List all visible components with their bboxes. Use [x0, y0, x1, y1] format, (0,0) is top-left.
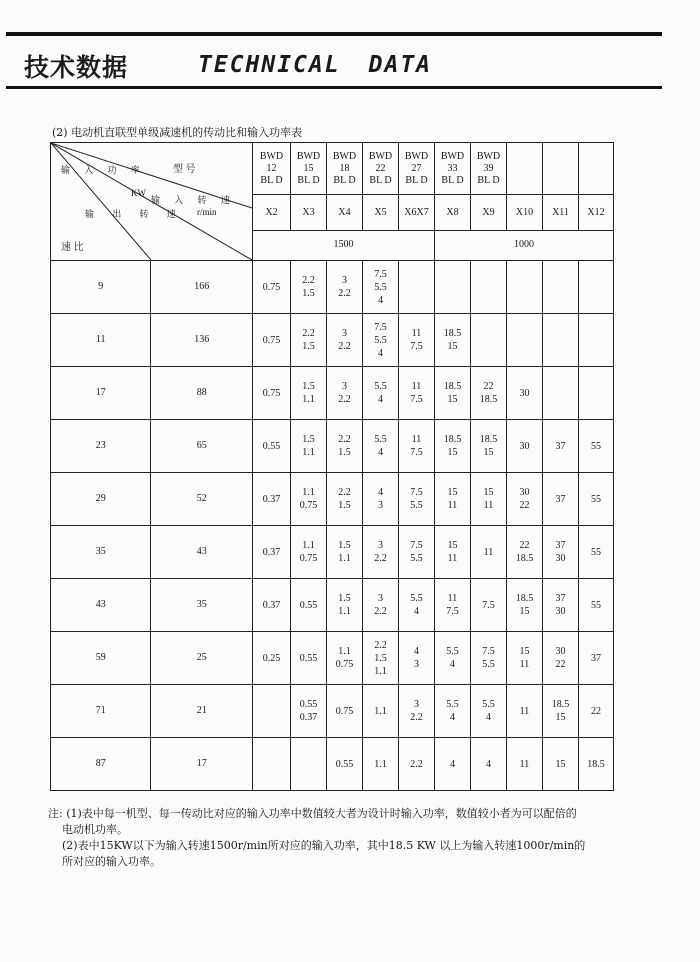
header-title-en-word2: DATA — [368, 52, 433, 78]
model-header-cell — [543, 143, 579, 195]
model-header-line: 27 — [411, 162, 422, 174]
power-cell: 11 7.5 — [399, 367, 435, 420]
power-cell: 5.5 4 — [435, 685, 471, 738]
power-cell: 0.55 0.37 — [291, 685, 327, 738]
output-speed-cell: 21 — [151, 685, 253, 738]
model-header-cell — [507, 143, 543, 195]
power-cell: 2.2 1.5 — [291, 261, 327, 314]
model-header-line: BL D — [369, 174, 392, 186]
power-cell: 15 — [543, 738, 579, 791]
power-cell: 1.1 — [363, 685, 399, 738]
power-cell: 37 — [543, 420, 579, 473]
model-header-cell — [291, 143, 327, 195]
power-cell: 5.5 4 — [363, 420, 399, 473]
corner-output-speed-label: 输 出 转 速 — [85, 209, 184, 219]
ratio-cell: 43 — [51, 579, 151, 632]
model-header-line: BWD — [259, 150, 284, 162]
power-cell — [543, 314, 579, 367]
model-header-cell — [435, 143, 471, 195]
power-cell: 22 18.5 — [507, 526, 543, 579]
ratio-cell: 9 — [51, 261, 151, 314]
power-cell: 0.75 — [327, 685, 363, 738]
power-cell: 18.5 15 — [435, 367, 471, 420]
output-speed-cell: 52 — [151, 473, 253, 526]
power-cell: 55 — [579, 579, 614, 632]
power-cell: 0.75 — [253, 314, 291, 367]
table-notes — [48, 806, 658, 870]
power-cell: 15 11 — [471, 473, 507, 526]
model-header-line: 12 — [266, 162, 277, 174]
power-cell: 37 30 — [543, 579, 579, 632]
frame-size-cell: X3 — [291, 195, 327, 230]
power-cell: 55 — [579, 473, 614, 526]
power-cell: 7.5 5.5 — [399, 473, 435, 526]
power-cell: 11 7.5 — [435, 579, 471, 632]
model-header-line: BL D — [333, 174, 356, 186]
table-row — [51, 738, 614, 791]
power-cell: 7.5 5.5 4 — [363, 314, 399, 367]
corner-model-label: 型 号 — [173, 164, 196, 175]
model-header-line — [543, 174, 578, 185]
model-header-line: 18 — [339, 162, 350, 174]
output-speed-cell: 17 — [151, 738, 253, 791]
power-cell: 4 3 — [363, 473, 399, 526]
power-cell: 0.37 — [253, 473, 291, 526]
power-cell: 30 — [507, 367, 543, 420]
frame-size-cell: X12 — [579, 195, 614, 230]
output-speed-cell: 25 — [151, 632, 253, 685]
power-cell: 11 — [507, 685, 543, 738]
power-ratio-table — [50, 142, 614, 791]
power-cell: 3 2.2 — [327, 367, 363, 420]
power-cell: 18.5 15 — [507, 579, 543, 632]
table-row — [51, 367, 614, 420]
power-cell: 11 7.5 — [399, 314, 435, 367]
power-cell: 0.25 — [253, 632, 291, 685]
power-cell: 30 22 — [543, 632, 579, 685]
power-cell — [399, 261, 435, 314]
power-cell: 1.5 1.1 — [327, 579, 363, 632]
corner-ratio-label: 速 比 — [61, 242, 84, 253]
power-cell: 4 — [471, 738, 507, 791]
frame-size-cell: X6X7 — [399, 195, 435, 230]
power-cell: 3 2.2 — [327, 261, 363, 314]
power-cell: 1.5 1.1 — [291, 420, 327, 473]
model-header-line: 33 — [447, 162, 458, 174]
model-header-line: 22 — [375, 162, 386, 174]
table-row — [51, 261, 614, 314]
model-header-line: BWD — [332, 150, 357, 162]
model-header-cell — [579, 143, 614, 195]
power-cell — [507, 261, 543, 314]
note-1-line-1: 注: (1)表中每一机型、每一传动比对应的输入功率中数值较大者为设计时输入功率，数值较小者为可以配倍的 — [48, 807, 577, 820]
power-cell: 15 11 — [435, 473, 471, 526]
model-header-line: BL D — [441, 174, 464, 186]
table-row — [51, 473, 614, 526]
output-speed-cell: 35 — [151, 579, 253, 632]
table-row — [51, 314, 614, 367]
model-header-cell — [363, 143, 399, 195]
power-cell: 1.1 0.75 — [291, 473, 327, 526]
table-row — [51, 579, 614, 632]
power-cell: 0.37 — [253, 526, 291, 579]
ratio-cell: 59 — [51, 632, 151, 685]
power-cell: 5.5 4 — [435, 632, 471, 685]
power-cell: 3 2.2 — [363, 526, 399, 579]
power-cell: 4 — [435, 738, 471, 791]
power-cell: 1.5 1.1 — [327, 526, 363, 579]
frame-size-cell: X11 — [543, 195, 579, 230]
corner-kw-label: KW — [131, 188, 146, 198]
table-row — [51, 420, 614, 473]
power-cell: 5.5 4 — [363, 367, 399, 420]
power-cell: 3 2.2 — [399, 685, 435, 738]
power-cell: 11 7.5 — [399, 420, 435, 473]
header-bottom-rule — [6, 86, 662, 89]
power-cell: 5.5 4 — [399, 579, 435, 632]
power-cell: 7.5 5.5 — [399, 526, 435, 579]
power-cell: 3 2.2 — [363, 579, 399, 632]
model-header-line: BWD — [404, 150, 429, 162]
table-caption: (2) 电动机直联型单级减速机的传动比和输入功率表 — [52, 126, 303, 139]
output-speed-cell: 43 — [151, 526, 253, 579]
note-1-line-2: 电动机功率。 — [62, 823, 128, 836]
power-cell: 1.5 1.1 — [291, 367, 327, 420]
power-cell: 0.75 — [253, 261, 291, 314]
power-cell: 30 22 — [507, 473, 543, 526]
power-cell — [253, 738, 291, 791]
model-header-line — [507, 163, 542, 174]
power-cell: 15 11 — [435, 526, 471, 579]
ratio-cell: 23 — [51, 420, 151, 473]
ratio-cell: 71 — [51, 685, 151, 738]
model-header-line: BWD — [476, 150, 501, 162]
power-cell: 37 — [579, 632, 614, 685]
ratio-cell: 29 — [51, 473, 151, 526]
frame-size-cell: X5 — [363, 195, 399, 230]
table-row — [51, 685, 614, 738]
power-cell: 18.5 15 — [435, 420, 471, 473]
frame-size-cell: X8 — [435, 195, 471, 230]
model-header-line — [507, 174, 542, 185]
power-cell: 7.5 — [471, 579, 507, 632]
frame-size-cell: X4 — [327, 195, 363, 230]
power-cell — [579, 314, 614, 367]
header-title-cn: 技术数据 — [24, 53, 129, 82]
power-cell: 11 — [507, 738, 543, 791]
power-cell: 1.1 0.75 — [291, 526, 327, 579]
power-cell: 2.2 1.5 — [327, 473, 363, 526]
power-cell: 1.1 0.75 — [327, 632, 363, 685]
input-speed-1000: 1000 — [435, 230, 614, 260]
power-cell: 55 — [579, 420, 614, 473]
frame-size-cell: X10 — [507, 195, 543, 230]
power-cell: 18.5 15 — [543, 685, 579, 738]
power-cell: 37 30 — [543, 526, 579, 579]
corner-rpm-label: r/min — [197, 207, 217, 217]
power-cell: 18.5 15 — [435, 314, 471, 367]
model-header-line: BWD — [296, 150, 321, 162]
ratio-cell: 11 — [51, 314, 151, 367]
power-cell: 2.2 1.5 — [291, 314, 327, 367]
model-header-cell — [471, 143, 507, 195]
model-header-line: BL D — [477, 174, 500, 186]
model-header-line: BL D — [405, 174, 428, 186]
model-header-line: BL D — [260, 174, 283, 186]
power-cell: 0.55 — [291, 632, 327, 685]
power-cell: 22 — [579, 685, 614, 738]
power-cell: 0.55 — [291, 579, 327, 632]
output-speed-cell: 136 — [151, 314, 253, 367]
header-top-rule — [6, 32, 662, 36]
power-cell: 5.5 4 — [471, 685, 507, 738]
header-title-en — [198, 52, 432, 78]
output-speed-cell: 88 — [151, 367, 253, 420]
ratio-cell: 17 — [51, 367, 151, 420]
power-cell: 15 11 — [507, 632, 543, 685]
power-cell: 3 2.2 — [327, 314, 363, 367]
power-cell: 2.2 1.5 1.1 — [363, 632, 399, 685]
power-cell: 1.1 — [363, 738, 399, 791]
power-cell: 30 — [507, 420, 543, 473]
ratio-cell: 35 — [51, 526, 151, 579]
power-cell: 0.55 — [327, 738, 363, 791]
output-speed-cell: 166 — [151, 261, 253, 314]
frame-size-cell: X9 — [471, 195, 507, 230]
model-header-line — [543, 152, 578, 163]
power-cell: 7.5 5.5 4 — [363, 261, 399, 314]
power-cell: 55 — [579, 526, 614, 579]
model-header-cell — [399, 143, 435, 195]
model-header-cell — [253, 143, 291, 195]
model-header-line — [579, 174, 613, 185]
power-cell — [471, 314, 507, 367]
table-row — [51, 632, 614, 685]
model-header-cell — [327, 143, 363, 195]
model-header-line — [507, 152, 542, 163]
power-cell — [291, 738, 327, 791]
power-cell — [543, 261, 579, 314]
model-header-line: BL D — [297, 174, 320, 186]
power-cell: 11 — [471, 526, 507, 579]
input-speed-1500: 1500 — [253, 230, 435, 260]
power-cell: 18.5 — [579, 738, 614, 791]
power-cell: 0.37 — [253, 579, 291, 632]
power-cell — [543, 367, 579, 420]
ratio-cell: 87 — [51, 738, 151, 791]
power-cell: 0.55 — [253, 420, 291, 473]
power-cell: 0.75 — [253, 367, 291, 420]
power-cell: 4 3 — [399, 632, 435, 685]
model-header-line — [543, 163, 578, 174]
power-cell — [253, 685, 291, 738]
corner-input-power-label: 输 入 功 率 — [61, 165, 146, 175]
power-cell — [579, 367, 614, 420]
power-cell — [471, 261, 507, 314]
model-header-line: 39 — [483, 162, 494, 174]
note-2-line-2: 所对应的输入功率。 — [62, 855, 161, 868]
header-title-en-word1: TECHNICAL — [198, 52, 341, 78]
table-corner-header — [51, 143, 253, 261]
model-header-line — [579, 163, 613, 174]
output-speed-cell: 65 — [151, 420, 253, 473]
model-header-line — [579, 152, 613, 163]
power-cell: 18.5 15 — [471, 420, 507, 473]
model-header-line: BWD — [368, 150, 393, 162]
power-cell: 2.2 — [399, 738, 435, 791]
corner-input-speed-label: 输 入 转 速 — [151, 195, 236, 205]
power-cell: 2.2 1.5 — [327, 420, 363, 473]
power-cell — [435, 261, 471, 314]
note-2-line-1: (2)表中15KW以下为输入转速1500r/min所对应的输入功率，其中18.5 KW 以上为输入转速1000r/min的 — [62, 839, 586, 852]
power-cell: 37 — [543, 473, 579, 526]
power-cell — [507, 314, 543, 367]
table-row — [51, 526, 614, 579]
power-cell — [579, 261, 614, 314]
power-cell: 22 18.5 — [471, 367, 507, 420]
power-cell: 7.5 5.5 — [471, 632, 507, 685]
model-header-line: BWD — [440, 150, 465, 162]
frame-size-cell: X2 — [253, 195, 291, 230]
model-header-line: 15 — [303, 162, 314, 174]
